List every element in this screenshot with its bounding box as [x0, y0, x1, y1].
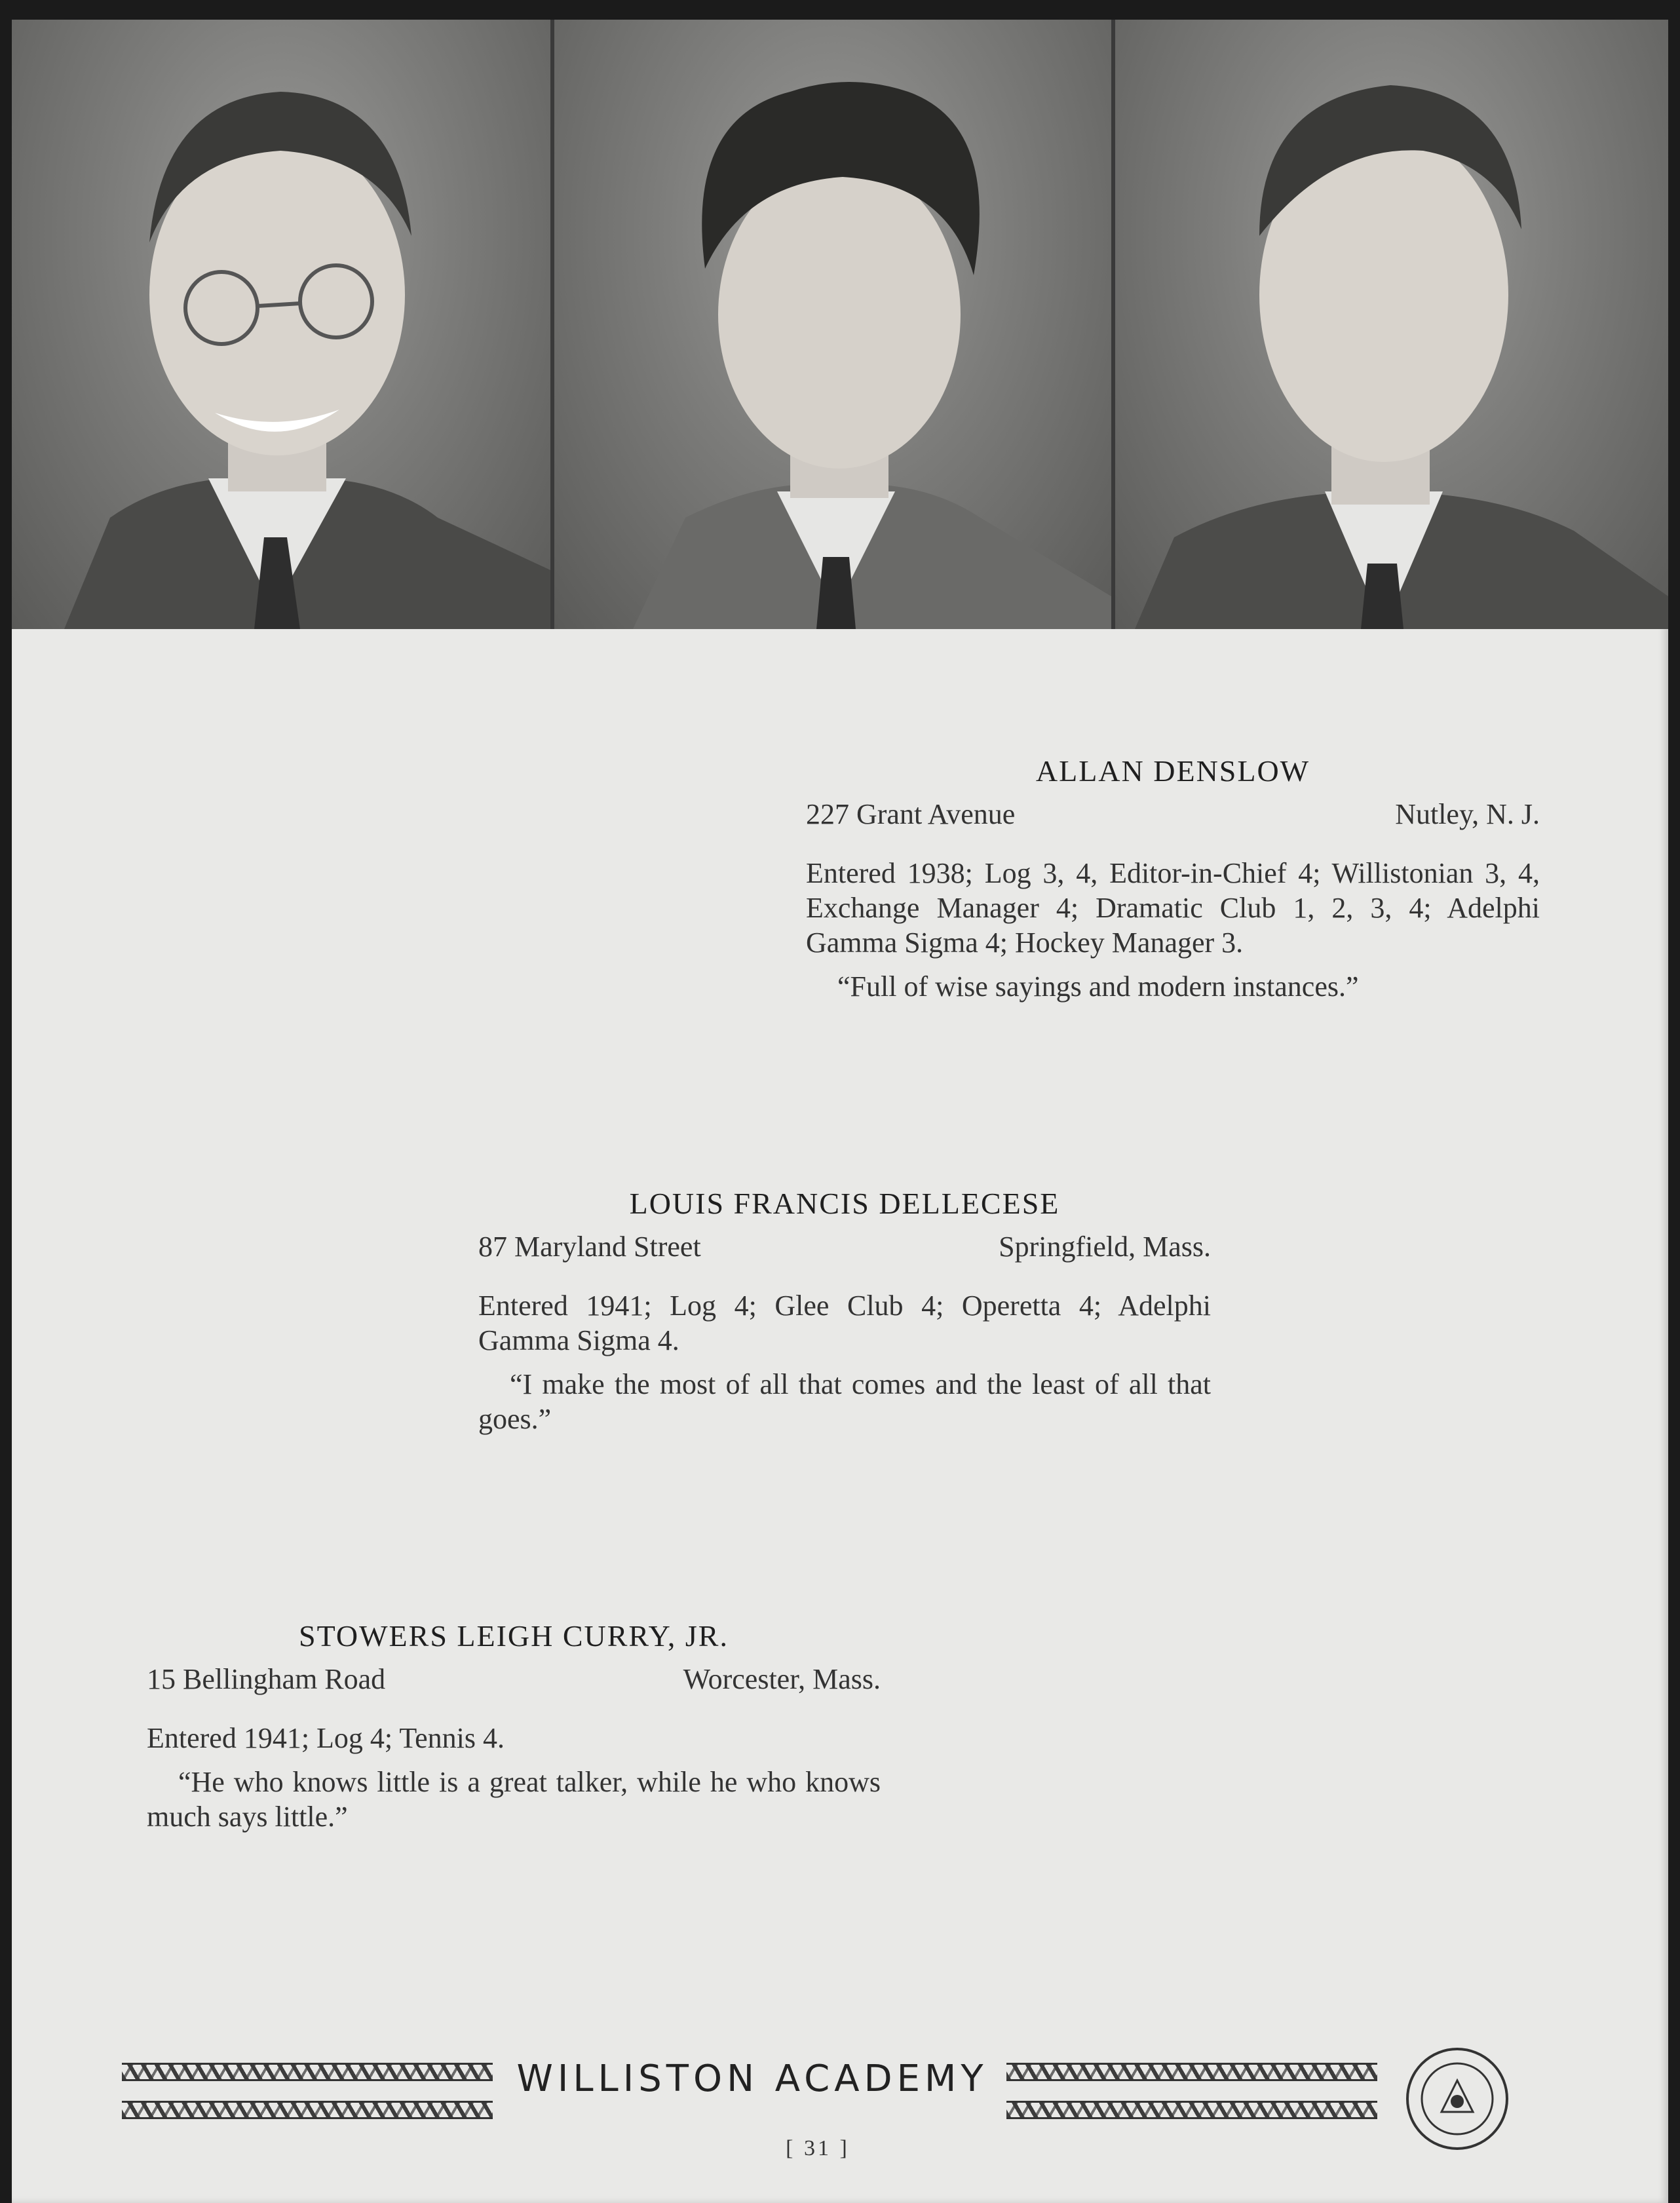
senior-quote: “I make the most of all that comes and the least of all that goes.” — [478, 1368, 1211, 1435]
street-address: 87 Maryland Street — [478, 1231, 701, 1263]
activities-record: Entered 1941; Log 4; Tennis 4. — [147, 1722, 505, 1754]
address-line — [478, 1230, 1211, 1263]
city-state: Nutley, N. J. — [1395, 798, 1540, 830]
address-line — [147, 1662, 881, 1696]
city-state: Springfield, Mass. — [999, 1231, 1211, 1263]
rope-ornament — [122, 2063, 493, 2081]
city-state: Worcester, Mass. — [683, 1663, 881, 1695]
street-address: 227 Grant Avenue — [806, 798, 1016, 830]
student-name: ALLAN DENSLOW — [1035, 754, 1310, 788]
senior-quote: “Full of wise sayings and modern instances.” — [837, 970, 1359, 1003]
activities-record: Entered 1938; Log 3, 4, Editor-in-Chief 4; Willistonian 3, 4, Exchange Manager 4; Dramatic Club 1, 2, 3, 4; Adelphi Gamma Sigma 4; Hockey Manager 3. — [806, 857, 1540, 959]
page-number: [ 31 ] — [786, 2136, 850, 2160]
portrait-strip — [12, 20, 1668, 629]
school-seal-icon — [1405, 2046, 1510, 2151]
student-name: LOUIS FRANCIS DELLECESE — [629, 1187, 1060, 1220]
portrait-stowers-leigh-curry — [1115, 20, 1668, 629]
senior-entry — [806, 754, 1540, 1004]
activities-record: Entered 1941; Log 4; Glee Club 4; Operetta 4; Adelphi Gamma Sigma 4. — [478, 1290, 1211, 1356]
senior-entry — [147, 1619, 881, 1834]
rope-ornament — [1006, 2101, 1377, 2119]
page-footer — [12, 2038, 1668, 2195]
rope-ornament — [1006, 2063, 1377, 2081]
rope-ornament — [122, 2101, 493, 2119]
street-address: 15 Bellingham Road — [147, 1663, 386, 1695]
address-line — [806, 797, 1540, 831]
portrait-louis-dellecese — [554, 20, 1111, 629]
student-name: STOWERS LEIGH CURRY, JR. — [299, 1619, 729, 1653]
senior-quote: “He who knows little is a great talker, while he who knows much says little.” — [147, 1766, 881, 1833]
senior-entry — [478, 1186, 1211, 1436]
yearbook-page — [12, 20, 1668, 2203]
school-name: WILLISTON ACADEMY — [516, 2058, 988, 2100]
portrait-allan-denslow — [12, 20, 550, 629]
